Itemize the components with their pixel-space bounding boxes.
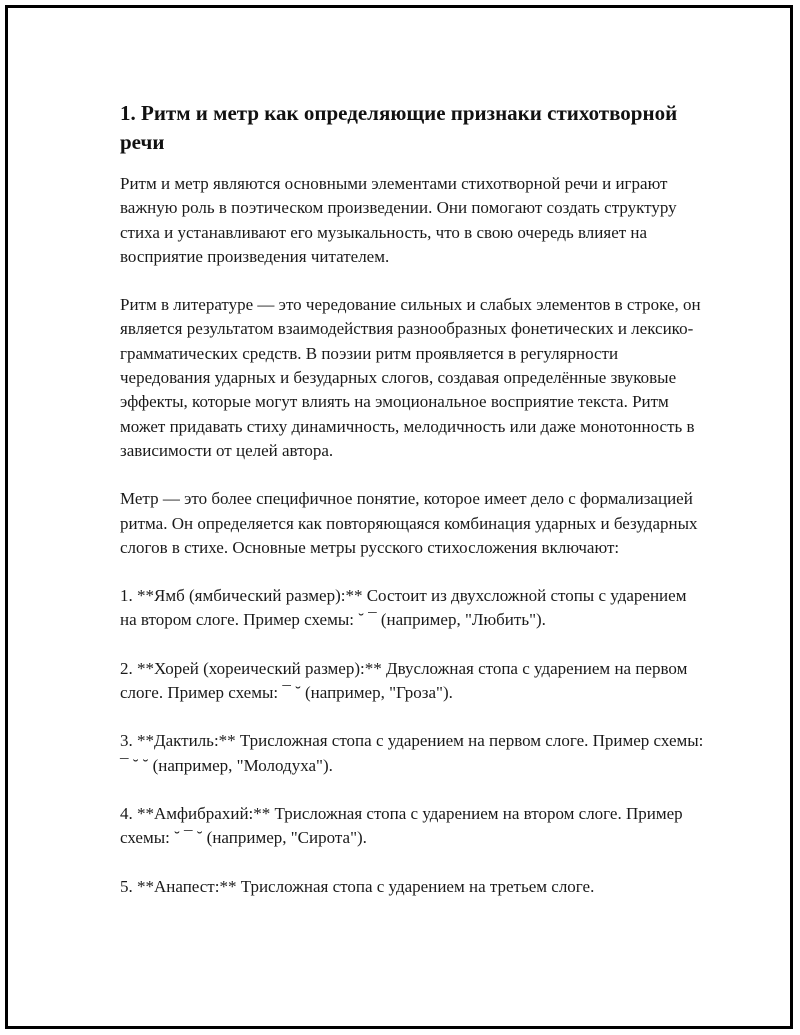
list-item-anapest: 5. **Анапест:** Трисложная стопа с ударением на третьем слоге. <box>120 876 595 896</box>
paragraph-rhythm: Ритм в литературе — это чередование сильных и слабых элементов в строке, он является результатом взаимодействия разнообразных фонетических и лексико-грамматических средств. В поэзии ритм проявляется в регулярности чередования ударных и безударных слогов, создавая определённые звуковые эффекты, которые могут влиять на эмоциональное восприятие текста. Ритм может придавать стиху динамичность, мелодичность или даже монотонность в зависимости от целей автора. <box>120 295 701 460</box>
list-item-iamb: 1. **Ямб (ямбический размер):** Состоит из двухсложной стопы с ударением на втором слоге. Пример схемы: ˘ ¯ (например, "Любить"). <box>120 586 687 630</box>
paragraph-intro: Ритм и метр являются основными элементами стихотворной речи и играют важную роль в поэтическом произведении. Они помогают создать структуру стиха и устанавливают его музыкальность, что в свою очередь влияет на восприятие произведения читателем. <box>120 174 677 266</box>
document-page <box>5 5 793 1029</box>
list-item-dactyl: 3. **Дактиль:** Трисложная стопа с ударением на первом слоге. Пример схемы: ¯ ˘ ˘ (например, "Молодуха"). <box>120 731 704 775</box>
section-heading: 1. Ритм и метр как определяющие признаки стихотворной речи <box>120 101 678 154</box>
document-content <box>120 99 705 923</box>
list-item-amphibrach: 4. **Амфибрахий:** Трисложная стопа с ударением на втором слоге. Пример схемы: ˘ ¯ ˘ (например, "Сирота"). <box>120 803 683 848</box>
list-item-trochee: 2. **Хорей (хореический размер):** Двусложная стопа с ударением на первом слоге. Пример схемы: ¯ ˘ (например, "Гроза"). <box>120 658 688 703</box>
paragraph-meter: Метр — это более специфичное понятие, которое имеет дело с формализацией ритма. Он определяется как повторяющаяся комбинация ударных и безударных слогов в стихе. Основные метры русского стихосложения включают: <box>120 489 698 557</box>
